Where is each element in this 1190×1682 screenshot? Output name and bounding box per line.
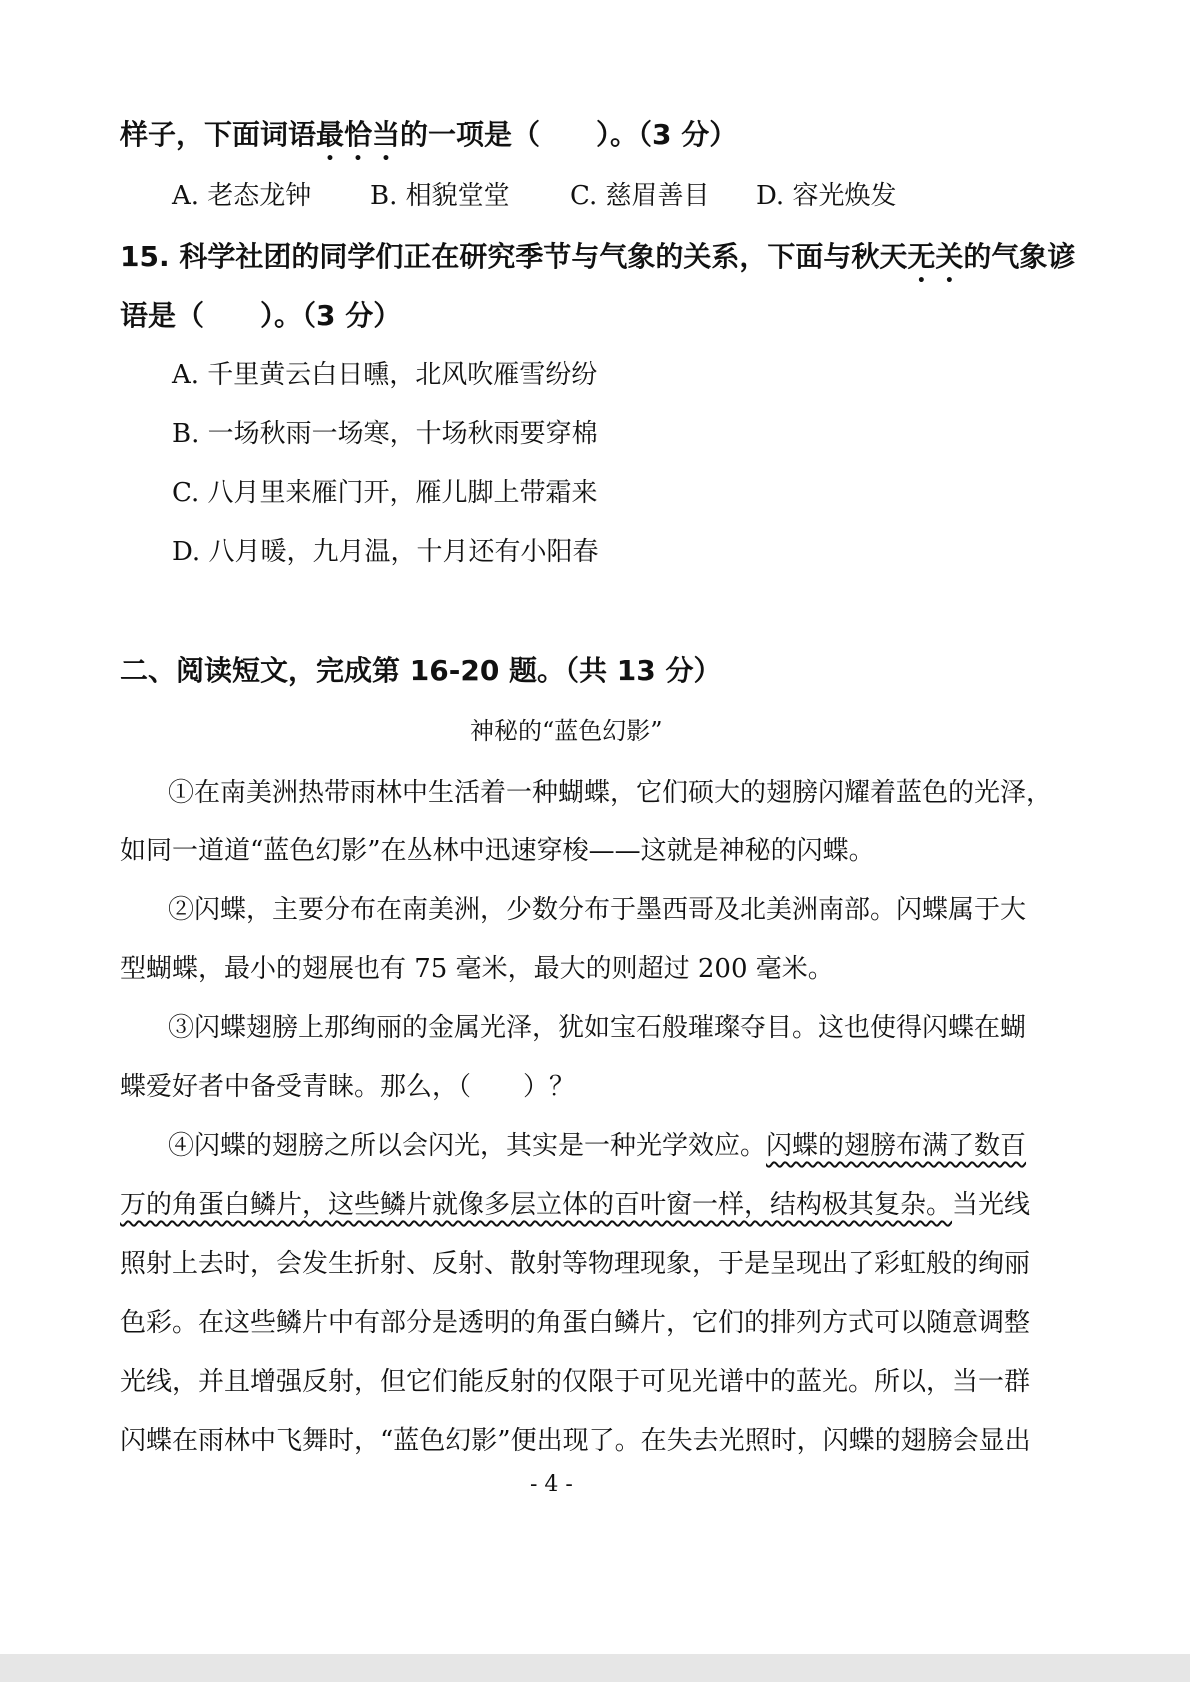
q15-stem-part: 15. 科学社团的同学们正在研究季节与气象的关系，下面与秋天 xyxy=(120,240,908,273)
q15-option-b: B. 一场秋雨一场寒，十场秋雨要穿棉 xyxy=(172,419,598,449)
paragraph-3-line-1: ③闪蝶翅膀上那绚丽的金属光泽，犹如宝石般璀璨夺目。这也使得闪蝶在蝴 xyxy=(168,1013,1027,1043)
q15-option-d: D. 八月暖，九月温，十月还有小阳春 xyxy=(172,537,599,567)
paragraph-4-line-5: 光线，并且增强反射，但它们能反射的仅限于可见光谱中的蓝光。所以，当一群 xyxy=(120,1367,1031,1397)
paragraph-1-line-2: 如同一道道“蓝色幻影”在丛林中迅速穿梭——这就是神秘的闪蝶。 xyxy=(120,836,875,866)
q15-stem-line2: 语是（ ）。（3 分） xyxy=(120,299,402,332)
paragraph-4-line-6: 闪蝶在雨林中飞舞时，“蓝色幻影”便出现了。在失去光照时，闪蝶的翅膀会显出 xyxy=(120,1426,1031,1456)
scan-bottom-edge xyxy=(0,1654,1190,1682)
paragraph-4-line-3: 照射上去时，会发生折射、反射、散射等物理现象，于是呈现出了彩虹般的绚丽 xyxy=(120,1249,1031,1279)
q15-stem-line1 xyxy=(120,240,1075,289)
paragraph-4-line-4: 色彩。在这些鳞片中有部分是透明的角蛋白鳞片，它们的排列方式可以随意调整 xyxy=(120,1308,1031,1338)
paragraph-3-line-2: 蝶爱好者中备受青睐。那么，（ ）？ xyxy=(120,1072,576,1102)
q15-option-c: C. 八月里来雁门开，雁儿脚上带霜来 xyxy=(172,478,598,508)
passage-title: 神秘的“蓝色幻影” xyxy=(470,717,663,745)
q14-stem-part: 样子，下面词语 xyxy=(120,118,317,151)
q15-option-a: A. 千里黄云白日曛，北风吹雁雪纷纷 xyxy=(172,360,598,390)
paragraph-4-line-1 xyxy=(168,1133,1026,1159)
section-heading: 二、阅读短文，完成第 16-20 题。（共 13 分） xyxy=(120,654,722,687)
p4-text: 当光线 xyxy=(952,1190,1031,1220)
p4-text: ④闪蝶的翅膀之所以会闪光，其实是一种光学效应。 xyxy=(168,1131,767,1161)
q14-option-a: A. 老态龙钟 xyxy=(172,181,312,211)
p4-underlined-sentence: 万的角蛋白鳞片，这些鳞片就像多层立体的百叶窗一样，结构极其复杂。 xyxy=(120,1190,953,1220)
q14-stem-line xyxy=(120,118,737,167)
paragraph-1-line-1: ①在南美洲热带雨林中生活着一种蝴蝶，它们硕大的翅膀闪耀着蓝色的光泽， xyxy=(168,778,1053,808)
q14-option-d: D. 容光焕发 xyxy=(756,181,897,211)
q15-emphasis: 无关 xyxy=(907,240,964,273)
q14-stem-part: 的一项是（ ）。（3 分） xyxy=(400,118,738,151)
paragraph-4-line-2 xyxy=(120,1192,1030,1218)
q14-option-c: C. 慈眉善目 xyxy=(570,181,710,211)
q14-emphasis: 最恰当 xyxy=(316,118,401,151)
q15-stem-part: 的气象谚 xyxy=(963,240,1076,273)
paragraph-2-line-2: 型蝴蝶，最小的翅展也有 75 毫米，最大的则超过 200 毫米。 xyxy=(120,954,834,984)
p4-underlined-sentence: 闪蝶的翅膀布满了数百 xyxy=(766,1131,1027,1161)
page-number: - 4 - xyxy=(530,1472,573,1497)
paragraph-2-line-1: ②闪蝶，主要分布在南美洲，少数分布于墨西哥及北美洲南部。闪蝶属于大 xyxy=(168,895,1027,925)
q14-option-b: B. 相貌堂堂 xyxy=(370,181,510,211)
